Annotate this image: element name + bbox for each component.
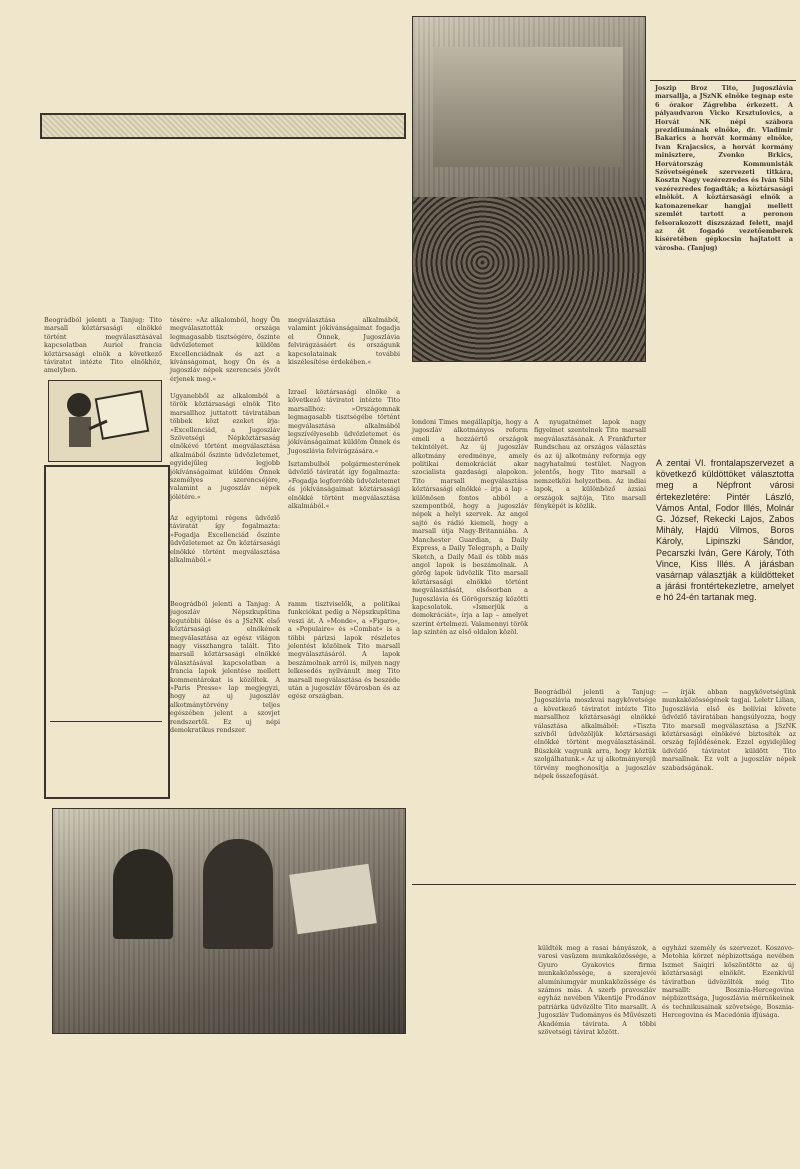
greetings-col3: egyházi személy és szervezet. Koszovo-Metohia körzet népbizottsága nevében Iszmet Saiqiri köszöntötte az új köztársasági elnököt. Ezenkívül táviratban üdvözölték még Tito marsallt: Bosznia-Hercegovina népbizottsága, Jugoszlávia mérnökeinek és technikusainak szövetsége, Bosznia-Hercegovina és Macedónia ifjúsága. (662, 944, 794, 1020)
main-story-col1-text3: Az egyiptomi régens üdvözlő táviratát így fogalmazta: »Fogadja Excellenciád őszinte üdvözletemet az Ön köztársasági elnökké történt megválasztása alkalmából.« (170, 514, 280, 565)
left-banner-box (44, 465, 170, 799)
main-story-col2-text3: Isztambulból polgármesterének üdvözlő táviratát így fogalmazta: »Fogadja legforróbb üdvözletemet és jókívánságaimat köztársasági elnökké történt megválasztása alkalmából.« (288, 460, 400, 511)
photo-building (433, 47, 623, 167)
main-story-col2-text: megválasztása alkalmából, valamint jókívánságaimat fogadja el Önnek, Jugoszlávia felvirágzásáért és országunk kapcsolatainak további kiszélesítése érdekében.« (288, 316, 400, 367)
diplomats-headline (534, 622, 796, 682)
center-col2: A nyugatnémet lapok nagy figyelmet szentelnek Tito marsall megválasztásának. A Frankfurter Rundschau az országos választás és az új alkotmány reformja egy nagyhatalmú testület. Nagyon jelentős, hogy Tito marsall a nemzetközi helyzetben. Az indiai lapok, a különböző ázsiai országok sajtója, Tito marsall fényképét is közlik. (534, 418, 646, 511)
diplomats-col1: Beográdból jelenti a Tanjug: Jugoszlávia moszkvai nagykövetsége a következő táviratot intézte Tito marsallhoz köztársasági elnökké választása alkalmából: »Tiszta szívből üdvözöljük köztársasági elnökké történt megválasztásánál. Büszkék vagyunk arra, hogy köztük szolgálhatunk.« Az uj alkotmányerejű törvény meghonosítja a jugoszláv népek összefogását. (534, 688, 656, 781)
greetings-col2: küldték meg a rasai bányászok, a varesi vasüzem munkaközössége, a Gyuro Gyakovics firma munkaközössége, a szerajevói alumíniumgyár munkaközössége és számos más. A szerb pravoszláv egyház nevében Vikentije Prodánov patriárka üdvözölte Tito marsallt. A Jugoszláv Tudományos és Művészeti Akadémia távirata. A többi szövetségi távirat között. (538, 944, 657, 1037)
greetings-col1 (418, 944, 532, 1158)
photo-figure-left (113, 849, 173, 939)
photo-paper (289, 864, 377, 935)
diplomats-col2: — írják abban nagykövetségünk munkaközösségének tagjai. Leletr Lilian, Jugoszlávia első és bolíviai követe üdvözlő táviratában hangsúlyozza, hogy Tito marsall megválasztása a JSzNK köztársasági elnökévé biztosíték az ország fejlődésének. Ezzel egyidejűleg üdvözlő táviratot küldött Tito marsallnak. Ez volt a jugoszláv népek szabadságának. (662, 688, 796, 772)
foreign-press-col1: Beográdból jelenti a Tanjug: A jugoszláv Népszkupština legutóbbi ülése és a JSzNK első köztársasági elnökének megválasztása az egész világon nagy visszhangra talált. Tito marsall köztársasági elnökké választásával kapcsolatban a francia lapok jelentése mellett kommentárokat is közöltek. A »Paris Presse« lap megjegyzi, hogy az uj jugoszláv alkotmánytörvény teljes egészében jelent a szovjet rendszertől. Ez uj népi demokratikus rendszer. (170, 600, 280, 735)
photo-figure-center (203, 839, 273, 949)
tito-zagreb-headline (650, 16, 796, 81)
district-text: A zentai VI. frontalapszervezet a következő küldöttöket választotta meg a Népfront városi értekezletére: Pintér László, Vámos Antal, Fodor Illés, Molnár G. József, Rekecki Lajos, Zabos Mihály, Hajdú Vilmos, Boros Károly, Lipinszki Sándor, Pecarszki Iván, Gere Károly, Tóth Vince, Kiss Illés. A járásban vasárnap választják a küldötteket a járási frontértekezletre, amelyet e hó 24-én tartanak meg. (656, 458, 794, 603)
issue-bar (40, 113, 406, 139)
main-story-col1-text2: Ugyanebből az alkalomból a török köztársasági elnök Tito marsallhoz juttatott táviratában többek közt ezeket írja: »Excellenciád, a Jugoszláv Szövetségi Népköztársaság elnökévé történt megválasztása alkalmából őszinte üdvözletemet, egyidejűleg legjobb jókívánságaimat küldöm Önnek személyes szerencséjére, valamint a jugoszláv népek jólétére.« (170, 392, 280, 501)
left-intro-text: Beográdból jelenti a Tanjug: Tito marsall köztársasági elnökké történt megválasztásával kapcsolatban Auriol francia köztársasági elnök a következő táviratot intézte Tito elnökhöz, amelyben. (44, 316, 162, 375)
main-story-col2-text2: Izrael köztársasági elnöke a következő táviratot intézte Tito marsallhoz: »Országomnak legmagasabb tisztségébe történt megválasztása alkalmából legszívélyesebb üdvözletemet és jókívánságaimat küldöm Önnek és Jugoszlávia felvirágzására.« (288, 388, 400, 455)
tito-zagreb-text: Joszip Broz Tito, Jugoszlávia marsallja, a JSzNK elnöke tegnap este 6 órakor Zágrebba érkezett. A pályaudvaron Vicko Krsztulovics, a Horvát NK népi szábora prezidiumának elnöke, dr. Vladimir Bakarics a horvát kormány elnöke, Ivan Krajacsics, a horvát kormány minisztere, Zvonko Brkics, Horvátország Kommunisták Szövetségének szervezeti titkára, Kosztn Nagy vezérezredes és Iván Sibl vezérezredes fogadták; a köztársasági elnököt. A köztársasági elnök a katonazenekar hangjai mellett szemlét tartott a peronon felsorakozott díszszázad felett, majd az őt fogadó vezetőemberek kíséretében gépkocsin hajtatott a városba. (Tanjug) (655, 84, 793, 252)
foreign-press-col2: ramm tisztviselők, a politikai funkciókat pedig a Népszkupština veszi át. A »Monde«, a »Figaro«, a »Populaire« és »Combat« is a többi párizsi lapok részletes jelentést közölnek Tito marsall megválasztásáról. A lapok beszámolnak arról is, milyen nagy lelkesedés nyilvánult meg Tito marsall megválasztása és beszéde után a jugoszláv fővárosban és az egész országban. (288, 600, 400, 701)
district-headline (650, 336, 796, 450)
cartoon-drawing (49, 381, 161, 461)
bottom-photo (52, 808, 406, 1034)
center-col1: londoni Times megállapítja, hogy a jugoszláv alkotmányos reform emeli a hozzáértő országok tekintélyét. Az új jugoszláv alkotmány eredménye, amely politikai demokráciát akar szocialista gazdasági alapokon. Tito marsall megválasztása köztársasági elnökké – írja a lap – különösen fontos abból a szempontból, hogy a jugoszláv népek a helyi szervek. Az angol sajtó és rádió kiemeli, hogy a marsall útja Nagy-Britanniába. A Manchester Guardian, a Daily Express, a Daily Telegraph, a Daily Sketch, a Daily Mail és több más angol lapok is beszámolnak. A görög lapok üdvözlik Tito marsall köztársasági elnökké történt megválasztását, elsősorban a Jugoszlávia és Görögország közötti kapcsolatok. »Ismerjük a demokráciát«, írja a lap – amelyet szerint értelmezi. Valamennyi török lap szintén az első oldalon közöl. (412, 418, 528, 637)
main-story-col1-text: tésére: »Az alkalomból, hogy Ön megválasztották országa legmagasabb tisztségére, őszinte üdvözletemet küldöm Excellenciádnak és azt a kívánságomat, hogy Ön és a jugoszláv népek szerencsés jövőt érjenek meg.« (170, 316, 280, 383)
masthead (40, 22, 405, 104)
photo-crowd (413, 197, 645, 361)
cartoon-illustration (48, 380, 162, 462)
top-photo (412, 16, 646, 362)
